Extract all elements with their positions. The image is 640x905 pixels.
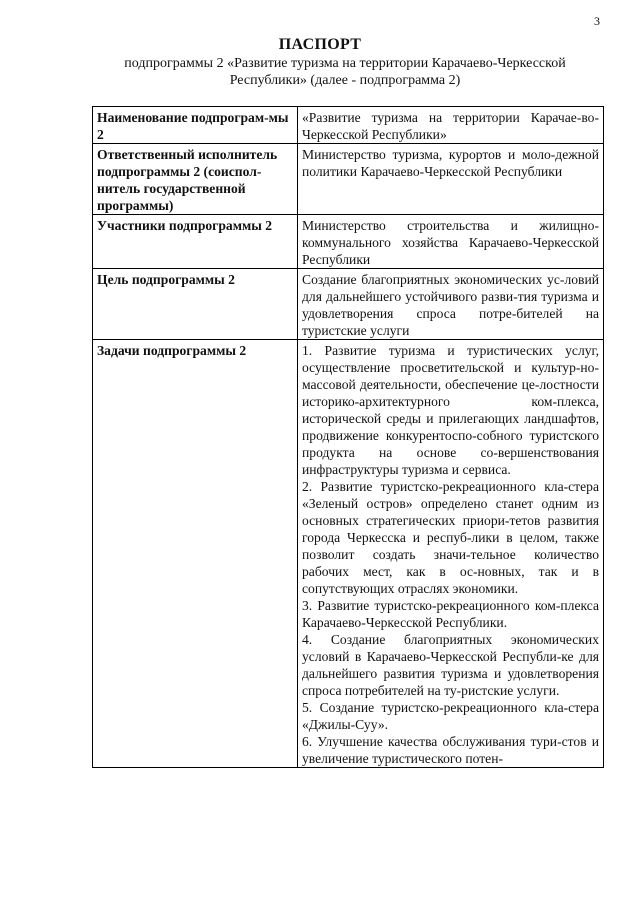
document-subtitle: подпрограммы 2 «Развитие туризма на территории Карачаево-Черкесской Республики» (далее - подпрограмма 2) <box>124 56 566 88</box>
page-number: 3 <box>594 14 600 28</box>
tasks-cell <box>298 340 604 768</box>
tasks-row <box>93 340 604 768</box>
table-row <box>93 107 604 144</box>
task-item: 1. Развитие туризма и туристических услуг, осуществление просветительской и культур-но-массовой деятельности, обеспечение це-лостности историко-архитектурного ком-плекса, исторической среды и прилегающих ландшафтов, продвижение конкурентоспо-собного туристского продукта на основе со-вершенствования инфраструктуры туризма и сервиса. <box>302 343 599 477</box>
table-row <box>93 269 604 340</box>
task-item: 3. Развитие туристско-рекреационного ком-плекса Карачаево-Черкесской Республики. <box>302 598 599 630</box>
table-row <box>93 144 604 215</box>
row-value: «Развитие туризма на территории Карачае-во-Черкесской Республики» <box>298 107 604 144</box>
row-label: Ответственный исполнитель подпрограммы 2 (соиспол-нитель государственной программы) <box>93 144 298 215</box>
task-item: 4. Создание благоприятных экономических условий в Карачаево-Черкесской Республи-ке для дальнейшего развития туризма и удовлетворения спроса потребителей на ту-ристские услуги. <box>302 632 599 698</box>
row-value: Министерство туризма, курортов и моло-дежной политики Карачаево-Черкесской Республики <box>298 144 604 215</box>
row-label: Цель подпрограммы 2 <box>93 269 298 340</box>
tasks-label: Задачи подпрограммы 2 <box>93 340 298 768</box>
task-item: 2. Развитие туристско-рекреационного кла-стера «Зеленый остров» определено станет одним из основных стратегических приори-тетов развития города Черкесска и респуб-лики в целом, также позволит создать значи-тельное количество рабочих мест, как в ос-новных, так и в сопутствующих отраслях экономики. <box>302 479 599 596</box>
row-value: Создание благоприятных экономических ус-ловий для дальнейшего устойчивого разви-тия туризма и удовлетворения спроса потре-бителей на туристские услуги <box>298 269 604 340</box>
task-item: 6. Улучшение качества обслуживания тури-стов и увеличение туристического потен- <box>302 734 599 766</box>
document-title: ПАСПОРТ <box>278 36 362 53</box>
row-label: Наименование подпрограм-мы 2 <box>93 107 298 144</box>
task-item: 5. Создание туристско-рекреационного кла-стера «Джилы-Суу». <box>302 700 599 732</box>
row-label: Участники подпрограммы 2 <box>93 215 298 269</box>
table-row <box>93 215 604 269</box>
passport-table <box>92 106 604 768</box>
row-value: Министерство строительства и жилищно-коммунального хозяйства Карачаево-Черкесской Республики <box>298 215 604 269</box>
